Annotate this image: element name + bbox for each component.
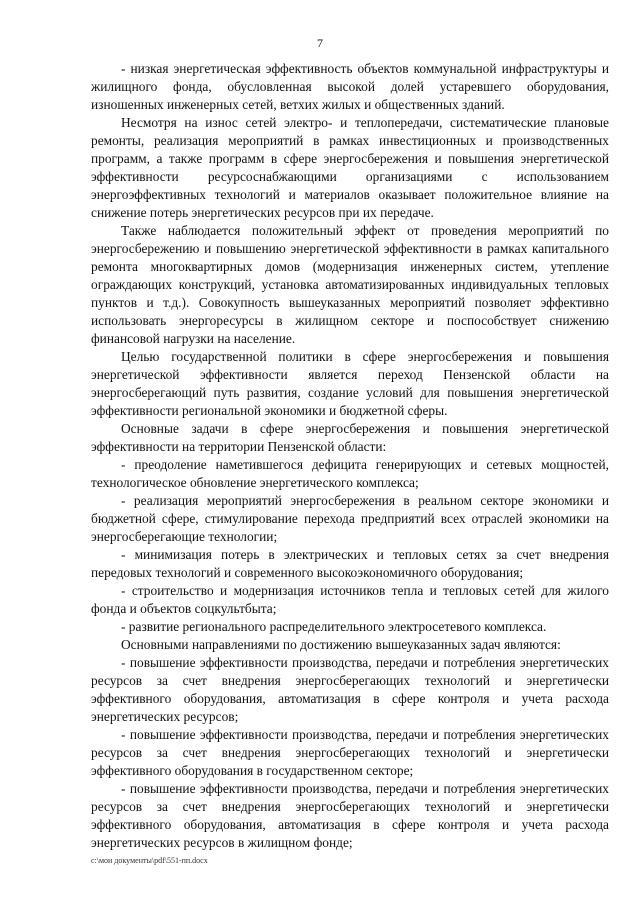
list-item: - минимизация потерь в электрических и тепловых сетях за счет внедрения передовых технологий и современного высокоэкономичного оборудования; xyxy=(91,547,609,580)
footer-file-path: c:\мои документы\pdf\551-пп.docx xyxy=(91,856,208,865)
page-number: 7 xyxy=(317,36,323,50)
list-item: - повышение эффективности производства, передачи и потребления энергетических ресурсов за счет внедрения энергосберегающих технологий и энергетически эффективного оборудования в государственном секторе; xyxy=(91,727,609,778)
paragraph: Несмотря на износ сетей электро- и теплопередачи, систематические плановые ремонты, реализация мероприятий в рамках инвестиционных и производственных программ, а также программ в сфере энергосбережения и повышения энергетической эффективности ресурсоснабжающими организациями с использованием энергоэффективных технологий и материалов оказывает положительное влияние на снижение потерь энергетических ресурсов при их передаче. xyxy=(91,115,609,220)
paragraph: Также наблюдается положительный эффект от проведения мероприятий по энергосбережению и повышению энергетической эффективности в рамках капитального ремонта многоквартирных домов (модернизация инженерных систем, утепление ограждающих конструкций, установка автоматизированных индивидуальных тепловых пунктов и т.д.). Совокупность вышеуказанных мероприятий позволяет эффективно использовать энергоресурсы в жилищном секторе и поспособствует снижению финансовой нагрузки на население. xyxy=(91,223,609,346)
list-item: - реализация мероприятий энергосбережения в реальном секторе экономики и бюджетной сфере, стимулирование перехода предприятий всех отраслей экономики на энергосберегающие технологии; xyxy=(91,493,609,544)
list-item: - повышение эффективности производства, передачи и потребления энергетических ресурсов за счет внедрения энергосберегающих технологий и энергетически эффективного оборудования, автоматизация в сфере контроля и учета расхода энергетических ресурсов; xyxy=(91,655,609,724)
paragraph: Целью государственной политики в сфере энергосбережения и повышения энергетической эффективности является переход Пензенской области на энергосберегающий путь развития, создание условий для повышения энергетической эффективности региональной экономики и бюджетной сферы. xyxy=(91,349,609,418)
list-item: - повышение эффективности производства, передачи и потребления энергетических ресурсов за счет внедрения энергосберегающих технологий и энергетически эффективного оборудования, автоматизация в сфере контроля и учета расхода энергетических ресурсов в жилищном фонде; xyxy=(91,781,609,850)
list-item: - развитие регионального распределительного электросетевого комплекса. xyxy=(121,619,547,634)
document-body xyxy=(91,60,609,852)
paragraph: Основные задачи в сфере энергосбережения и повышения энергетической эффективности на территории Пензенской области: xyxy=(91,421,609,454)
list-item: - преодоление наметившегося дефицита генерирующих и сетевых мощностей, технологическое обновление энергетического комплекса; xyxy=(91,457,609,490)
paragraph: Основными направлениями по достижению вышеуказанных задач являются: xyxy=(121,637,561,652)
paragraph: - низкая энергетическая эффективность объектов коммунальной инфраструктуры и жилищного фонда, обусловленная высокой долей устаревшего оборудования, изношенных инженерных сетей, ветхих жилых и общественных зданий. xyxy=(91,61,609,112)
list-item: - строительство и модернизация источников тепла и тепловых сетей для жилого фонда и объектов соцкультбыта; xyxy=(91,583,609,616)
